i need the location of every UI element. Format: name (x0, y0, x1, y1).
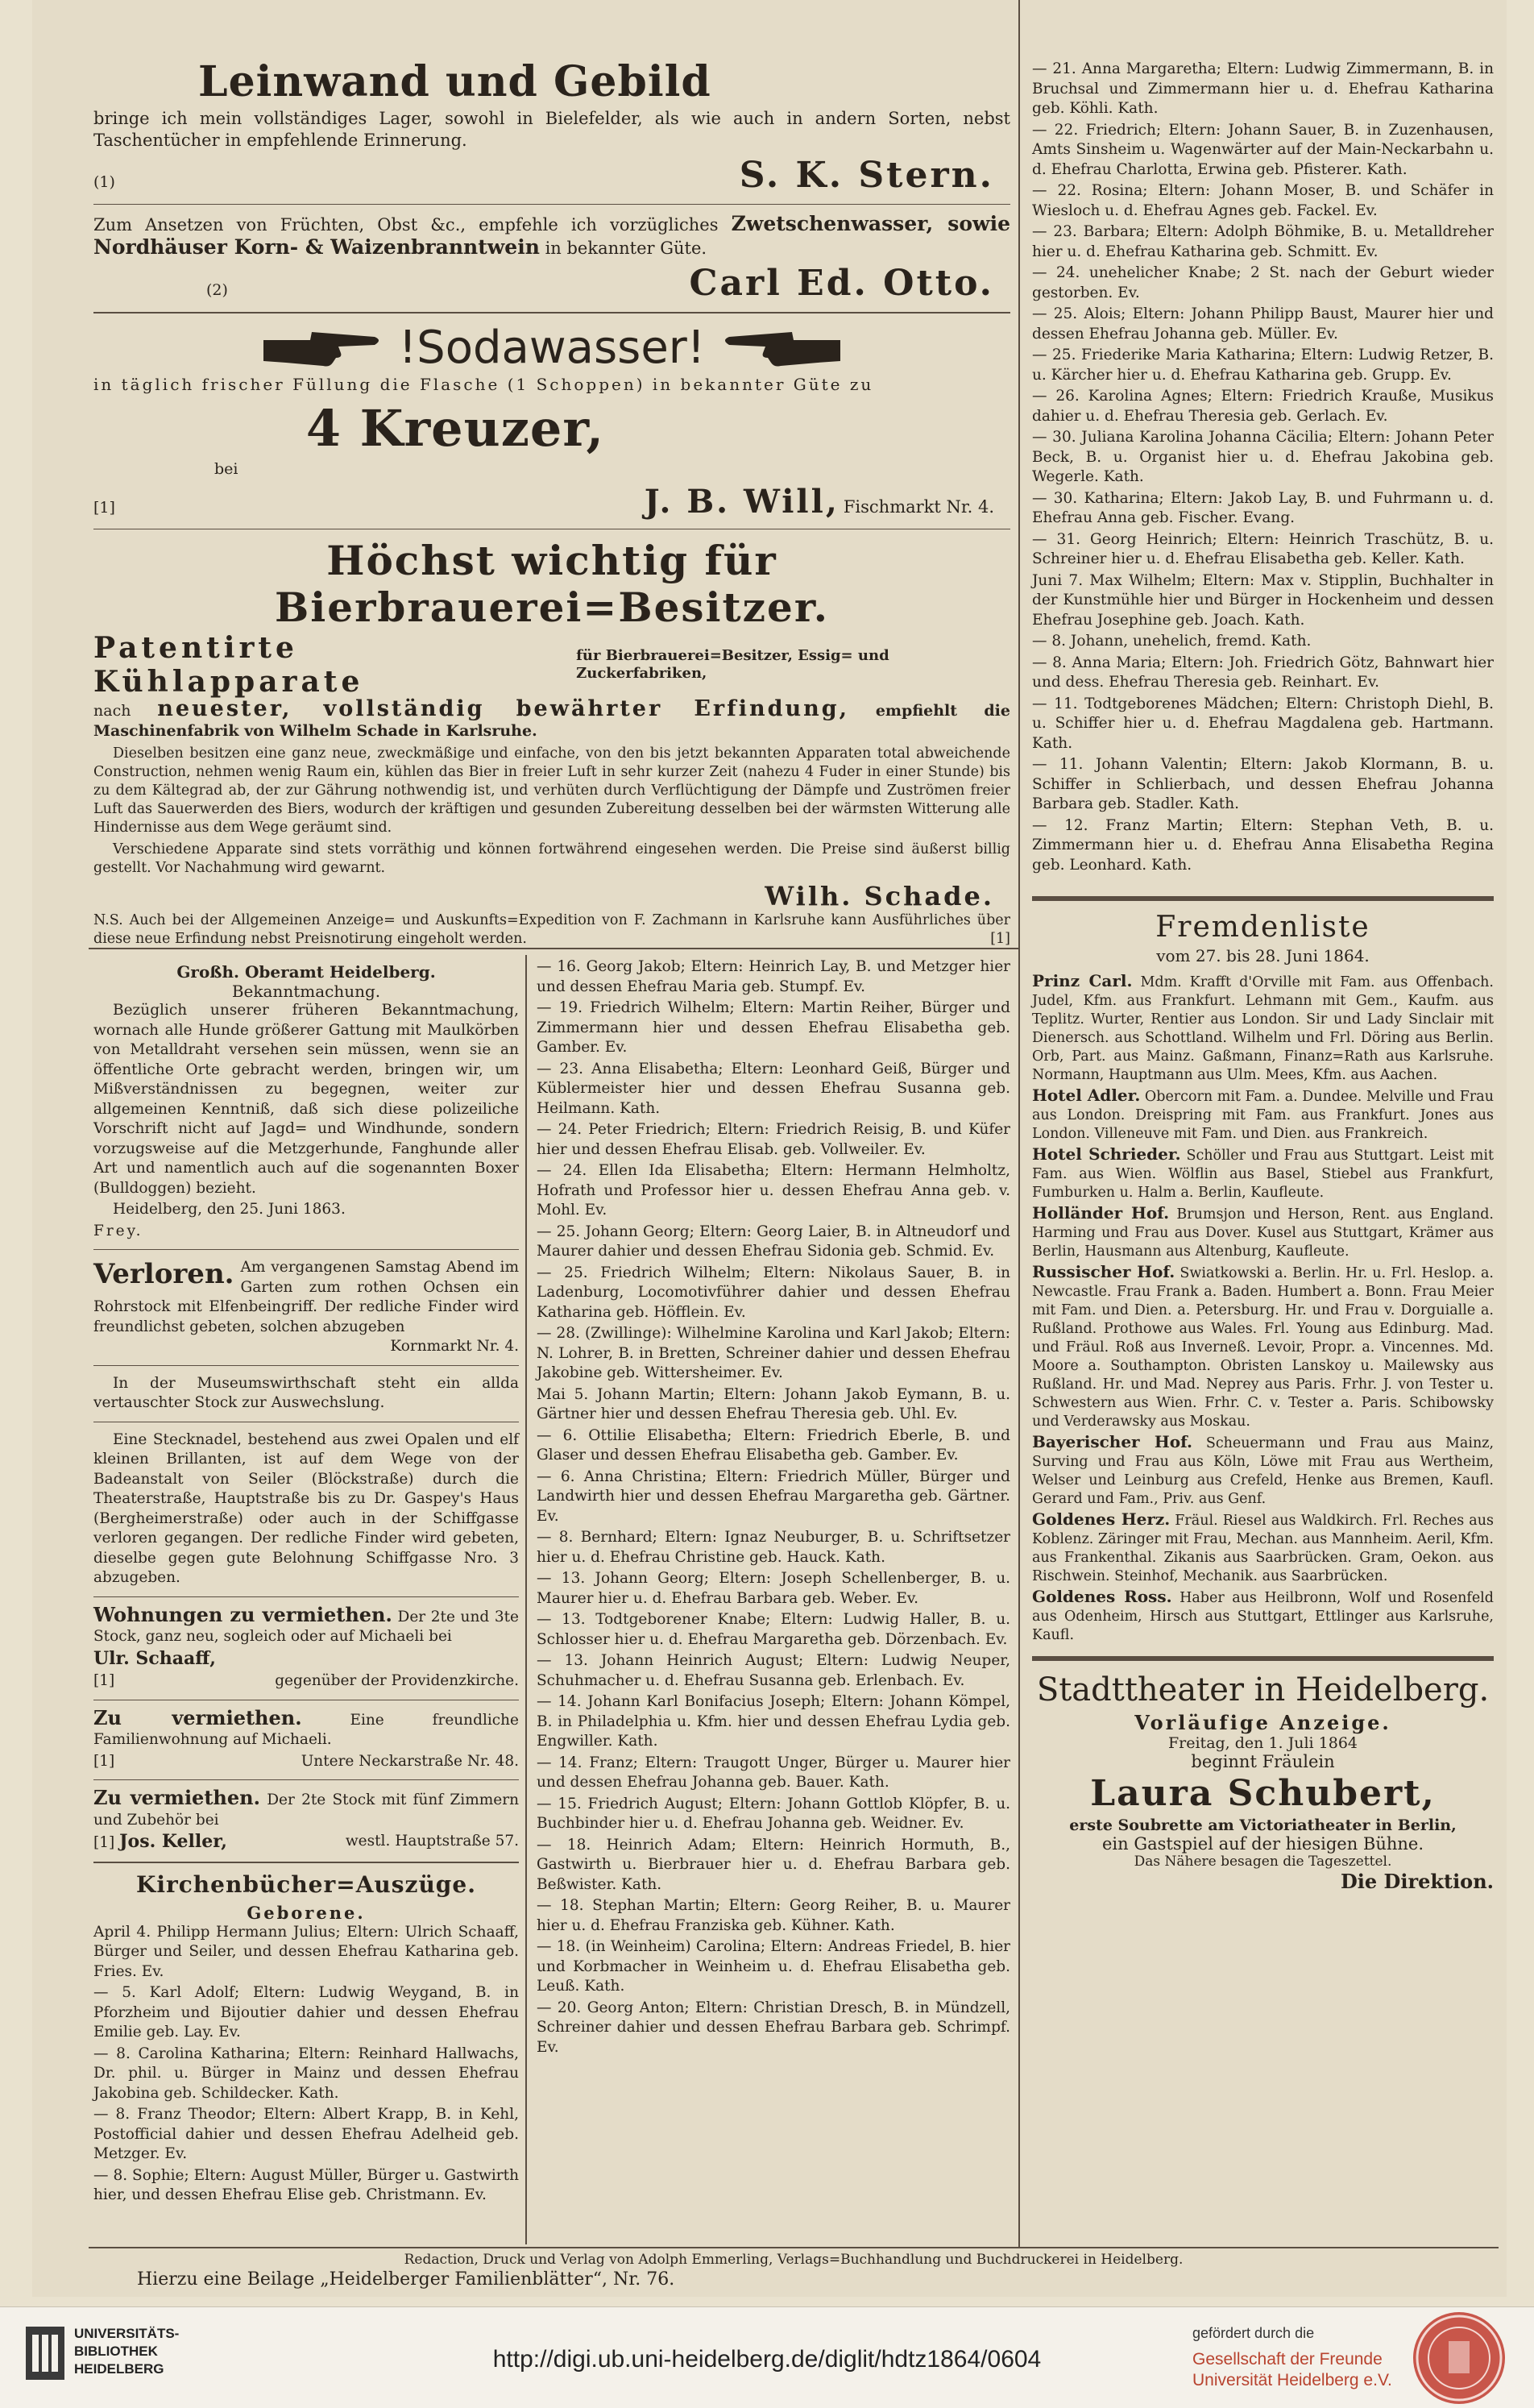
leinwand-signature: S. K. Stern. (739, 155, 994, 196)
amt-date: Heidelberg, den 25. Juni 1863. (113, 1201, 346, 1218)
kirchen-title: Kirchenbücher=Auszüge. (136, 1870, 476, 1898)
list-item: — 13. Johann Georg; Eltern: Joseph Schellenberger, B. u. Maurer hier u. d. Ehefrau Barbara geb. Weber. Ev. (537, 1570, 1010, 1607)
hotel-name: Holländer Hof. (1032, 1203, 1170, 1223)
list-item: — 8. Anna Maria; Eltern: Joh. Friedrich Götz, Bahnwart hier und dess. Ehefrau Theresia geb. Reinhart. Ev. (1032, 654, 1494, 691)
wohn-text: Der 2te und 3te Stock, ganz neu, sogleich oder auf Michaeli bei (93, 1608, 520, 1645)
hotel-guests: Obercorn mit Fam. a. Dundee. Melville und Frau aus London. Dreispring mit Fam. aus Frankfurt. Jones aus London. Villeneuve mit Fam. und Dien. aus Frankreich. (1032, 1089, 1494, 1142)
list-item: — 6. Anna Christina; Eltern: Friedrich Müller, Bürger und Landwirth hier und dessen Ehefrau Margaretha geb. Gärtner. Ev. (537, 1468, 1010, 1525)
hotel-name: Goldenes Herz. (1032, 1509, 1171, 1529)
list-item: — 25. Johann Georg; Eltern: Georg Laier, B. in Altneudorf und Maurer dahier und dessen Ehefrau Sidonia geb. Schmid. Ev. (537, 1223, 1010, 1260)
divider (93, 204, 1010, 205)
amt-signature: Frey. (93, 1222, 143, 1239)
list-item: — 23. Anna Elisabetha; Eltern: Leonhard Geiß, Bürger und Küblermeister hier und dessen Ehefrau Susanna geb. Heilmann. Kath. (537, 1060, 1010, 1117)
hotel-name: Russischer Hof. (1032, 1262, 1175, 1281)
bier-signature: Wilh. Schade. (765, 881, 994, 911)
divider (93, 1862, 519, 1863)
verloren-address: Kornmarkt Nr. 4. (390, 1338, 519, 1355)
amt-text: Bezüglich unserer früheren Bekanntmachung, wornach alle Hunde größerer Gattung mit Maulkörben von Metalldraht versehen sein müssen, wenn sie an öffentliche Orte gebracht werden, bringen wir, um Mißverständnissen zu begegnen, weiter zur allgemeinen Kenntniß, daß sich diese polizeiliche Vorschrift nicht auf Jagd= und Windhunde, sondern vorzugsweise auf die Metzgerhunde, Fanghunde aller Art und namentlich auch auf die sogenannten Boxer (Bulldoggen) bezieht. (93, 1002, 519, 1197)
divider (93, 1249, 519, 1250)
hotel-name: Goldenes Ross. (1032, 1587, 1172, 1606)
bier-title: Höchst wichtig für Bierbrauerei=Besitzer. (275, 537, 829, 631)
soda-address: Fischmarkt Nr. 4. (843, 497, 994, 517)
hotel-name: Prinz Carl. (1032, 971, 1133, 990)
source-url[interactable]: http://digi.ub.uni-heidelberg.de/diglit/hdtz1864/0604 (492, 2346, 1042, 2373)
list-item: — 25. Friederike Maria Katharina; Eltern: Ludwig Retzer, B. u. Kärcher hier u. d. Ehefrau Katharina geb. Grupp. Ev. (1032, 347, 1494, 384)
list-item: — 11. Johann Valentin; Eltern: Jakob Klormann, B. u. Schiffer in Schlierbach, und dessen Ehefrau Johanna Barbara geb. Stadler. Kath. (1032, 756, 1494, 812)
list-item: Juni 7. Max Wilhelm; Eltern: Max v. Stipplin, Buchhalter in der Kunstmühle hier und Bürger in Hockenheim und dessen Ehefrau Josephine geb. Joach. Kath. (1032, 571, 1494, 629)
otto-text (93, 213, 1010, 259)
soda-text: in täglich frischer Füllung die Flasche (1 Schoppen) in bekannter Güte zu (93, 375, 874, 394)
bier-subtitle-2b: empfiehlt die Maschinenfabrik von Wilhelm Schade in Karlsruhe. (93, 702, 1010, 740)
bier-subtitle-2: neuester, vollständig bewährter Erfindung, (157, 696, 850, 721)
list-item: — 12. Franz Martin; Eltern: Stephan Veth, B. u. Zimmermann hier u. d. Ehefrau Anna Elisabetha Regina geb. Leonhard. Kath. (1032, 816, 1494, 874)
geborene-heading: Geborene. (247, 1902, 366, 1923)
list-item: — 26. Karolina Agnes; Eltern: Friedrich Krauße, Musikus dahier u. d. Ehefrau Theresia geb. Gerlach. Ev. (1032, 388, 1494, 425)
column-rule-middle (525, 955, 527, 2244)
list-item: — 30. Juliana Karolina Johanna Cäcilia; Eltern: Johann Peter Beck, B. u. Organist hier u. d. Ehefrau Jakobina geb. Wegerle. Kath. (1032, 429, 1494, 485)
nadel-text: Eine Stecknadel, bestehend aus zwei Opalen und elf kleinen Brillanten, ist auf dem Wege von der Badeanstalt von Seiler (Blöckstraße) durch die Theaterstraße, Hauptstraße bis zu Dr. Gaspey's Haus (Bergheimerstraße) oder auch in der Schiffgasse verloren gegangen. Der redliche Finder wird gebeten, dieselbe gegen gute Belohnung Schiffgasse Nro. 3 abzugeben. (93, 1430, 519, 1586)
hotel-list (1032, 972, 1494, 1645)
leinwand-number: (1) (93, 173, 115, 191)
leinwand-title: Leinwand und Gebild (198, 57, 711, 106)
bier-number: [1] (990, 931, 1010, 947)
list-item: — 8. Carolina Katharina; Eltern: Reinhard Hallwachs, Dr. phil. u. Bürger in Mainz und dessen Ehefrau Jakobina geb. Schildecker. Kath. (93, 2045, 519, 2102)
soda-number: [1] (93, 499, 115, 517)
middle-column (532, 951, 1015, 2240)
list-item: — 20. Georg Anton; Eltern: Christian Dresch, B. in Mündzell, Schreiner dahier und dessen Ehefrau Barbara geb. Schrimpf. Ev. (537, 1999, 1010, 2056)
column-rule-right (1018, 0, 1020, 2248)
leinwand-text: bringe ich mein vollständiges Lager, sowohl in Bielefelder, als wie auch in andern Sorten, nebst Taschentücher in empfehlende Erinnerung. (93, 109, 1010, 150)
list-item: — 18. Heinrich Adam; Eltern: Heinrich Hormuth, B., Gastwirth u. Bierbrauer hier u. d. Ehefrau Barbara geb. Beßwister. Kath. (537, 1836, 1010, 1893)
verm2-address: westl. Hauptstraße 57. (345, 1833, 519, 1850)
verm2-number: [1] (93, 1834, 115, 1851)
divider (1032, 896, 1494, 901)
divider (93, 1779, 519, 1780)
list-item: — 11. Todtgeborenes Mädchen; Eltern: Christoph Diehl, B. u. Schiffer hier u. d. Ehefrau Magdalena geb. Hartmann. Kath. (1032, 695, 1494, 752)
soda-signature: J. B. Will, (644, 483, 840, 521)
list-item: — 24. Peter Friedrich; Eltern: Friedrich Reisig, B. und Küfer hier und dessen Ehefrau Elisab. geb. Vollweiler. Ev. (537, 1121, 1010, 1158)
list-item: — 5. Karl Adolf; Eltern: Ludwig Weygand, B. in Pforzheim und Bijoutier dahier und dessen Ehefrau Emilie geb. Lay. Ev. (93, 1984, 519, 2041)
verm1-number: [1] (93, 1752, 115, 1770)
list-item: — 21. Anna Margaretha; Eltern: Ludwig Zimmermann, B. in Bruchsal und Zimmermann hier u. d. Ehefrau Katharina geb. Köhli. Kath. (1032, 60, 1494, 117)
divider (93, 312, 1010, 313)
list-item: — 24. unehelicher Knabe; 2 St. nach der Geburt wieder gestorben. Ev. (1032, 264, 1494, 301)
list-item: — 18. Stephan Martin; Eltern: Georg Reiher, B. u. Maurer hier u. d. Ehefrau Franziska geb. Kühner. Kath. (537, 1897, 1010, 1934)
divider (89, 2247, 1499, 2248)
bier-nach: nach (93, 702, 131, 720)
soda-price: 4 Kreuzer, (305, 399, 605, 458)
verm1-text: Eine freundliche Familienwohnung auf Michaeli. (93, 1711, 519, 1748)
list-item: — 19. Friedrich Wilhelm; Eltern: Martin Reiher, Bürger und Zimmermann hier und dessen Ehefrau Elisabetha geb. Gamber. Ev. (537, 999, 1010, 1056)
list-item: — 24. Ellen Ida Elisabetha; Eltern: Hermann Helmholtz, Hofrath und Professor hier u. dessen Ehefrau Anna geb. v. Mohl. Ev. (537, 1162, 1010, 1219)
otto-text-2: in bekannter Güte. (545, 239, 707, 258)
births-list (93, 1923, 519, 2206)
otto-text-bold: Zwetschenwasser, sowie Nordhäuser Korn- & Waizenbranntwein (93, 212, 1010, 259)
theater-signature: Die Direktion. (1340, 1870, 1494, 1893)
society-name-line-1: Gesellschaft der Freunde (1192, 2350, 1383, 2369)
theater-title: Stadttheater in Heidelberg. (1036, 1671, 1490, 1708)
hotel-name: Hotel Adler. (1032, 1086, 1141, 1105)
bier-subtitle: Patentirte Kühlapparate (93, 631, 364, 699)
list-item: — 8. Bernhard; Eltern: Ignaz Neuburger, B. u. Schriftsetzer hier u. d. Ehefrau Christine geb. Hauck. Kath. (537, 1529, 1010, 1566)
bier-nb (93, 911, 1010, 949)
amt-title: Großh. Oberamt Heidelberg. (176, 962, 436, 982)
theater-text-2: ein Gastspiel auf der hiesigen Bühne. (1101, 1834, 1424, 1854)
list-item: — 25. Alois; Eltern: Johann Philipp Baust, Maurer hier und dessen Ehefrau Johanna geb. Müller. Ev. (1032, 305, 1494, 343)
hotel-guests: Scheuermann und Frau aus Mainz, Surving und Frau aus Köln, Löwe mit Frau aus Wertheim, Welser und Leinburg aus Crefeld, Henke aus Bremen, Kaufl. Gerard und Fam., Priv. aus Genf. (1032, 1435, 1495, 1507)
list-item: Mai 5. Johann Martin; Eltern: Johann Jakob Eymann, B. u. Gärtner hier und dessen Ehefrau Theresia geb. Uhl. Ev. (537, 1385, 1010, 1422)
society-name-line-2: Universität Heidelberg e.V. (1192, 2371, 1392, 2389)
wohn-title: Wohnungen zu vermiethen. (93, 1602, 392, 1626)
library-name-line-2: BIBLIOTHEK (74, 2344, 158, 2359)
university-seal-icon (1413, 2312, 1505, 2404)
hotel-name: Hotel Schrieder. (1032, 1144, 1181, 1164)
verm2-signature: Jos. Keller, (119, 1831, 227, 1852)
pointing-hand-right-icon (262, 326, 383, 371)
list-item: — 14. Johann Karl Bonifacius Joseph; Eltern: Johann Kömpel, B. in Philadelphia u. Kfm. hier und dessen Ehefrau Lydia geb. Engwiller. Kath. (537, 1693, 1010, 1750)
divider-top (89, 948, 1018, 949)
library-name-line-3: HEIDELBERG (74, 2361, 164, 2377)
list-item: — 6. Ottilie Elisabetha; Eltern: Friedrich Eberle, B. und Glaser und dessen Ehefrau Elisabetha geb. Gamber. Ev. (537, 1426, 1010, 1463)
divider (93, 1365, 519, 1366)
verloren-title: Verloren. (93, 1258, 234, 1290)
list-item: — 28. (Zwillinge): Wilhelmine Karolina und Karl Jakob; Eltern: N. Lohrer, B. in Bretten, Schreiner dahier und dessen Ehefrau Jakobine geb. Wittersheimer. Ev. (537, 1325, 1010, 1381)
otto-text-1: Zum Ansetzen von Früchten, Obst &c., empfehle ich vorzügliches (93, 215, 719, 235)
list-item: — 8. Franz Theodor; Eltern: Albert Krapp, B. in Kehl, Postofficial dahier und dessen Ehefrau Adelheid geb. Metzger. Ev. (93, 2106, 519, 2162)
soda-title: !Sodawasser! (398, 322, 706, 374)
list-item: — 13. Johann Heinrich August; Eltern: Ludwig Neuper, Schuhmacher u. d. Ehefrau Susanna geb. Erlenbach. Ev. (537, 1652, 1010, 1689)
divider (1032, 1656, 1494, 1661)
theater-subtitle: Vorläufige Anzeige. (1134, 1711, 1391, 1734)
list-item: — 15. Friedrich August; Eltern: Johann Gottlob Klöpfer, B. u. Buchbinder hier u. d. Ehefrau Johanna geb. Weidner. Ev. (537, 1795, 1010, 1832)
otto-signature: Carl Ed. Otto. (689, 263, 994, 304)
list-item: — 14. Franz; Eltern: Traugott Unger, Bürger u. Maurer hier und dessen Ehefrau Johanna geb. Bauer. Kath. (537, 1754, 1010, 1791)
soda-bei: bei (214, 460, 238, 478)
divider (93, 1596, 519, 1597)
theater-performer: Laura Schubert, (1090, 1773, 1436, 1814)
hotel-guests: Mdm. Krafft d'Orville mit Fam. aus Offenbach. Judel, Kfm. aus Frankfurt. Lehmann mit Gem., Kaufm. aus Teplitz. Wurter, Rentier aus London. Sir und Lady Sinclair mit Dienersch. aus Schottland. Wilhelm und Frl. Döring aus Berlin. Orb, Part. aus Mainz. Gaßmann, Finanz=Rath aus Karlsruhe. Normann, Hauptmann aus Ulm. Mees, Kfm. aus Aachen. (1032, 974, 1494, 1083)
list-item: — 16. Georg Jakob; Eltern: Heinrich Lay, B. und Metzger hier und dessen Ehefrau Maria geb. Stumpf. Ev. (537, 958, 1010, 995)
bier-nb-text: N.S. Auch bei der Allgemeinen Anzeige= und Auskunfts=Expedition von F. Zachmann in Karlsruhe kann Ausführliches über diese neue Erfindung nebst Preisnotirung eingeholt werden. (93, 912, 1010, 947)
theater-date: Freitag, den 1. Juli 1864 (1167, 1734, 1358, 1752)
fremden-date: vom 27. bis 28. Juni 1864. (1156, 946, 1370, 965)
list-item: — 18. (in Weinheim) Carolina; Eltern: Andreas Friedel, B. hier und Korbmacher in Weinheim u. d. Ehefrau Elisabetha geb. Leuß. Kath. (537, 1938, 1010, 1995)
list-item: — 8. Sophie; Eltern: August Müller, Bürger u. Gastwirth hier, und dessen Ehefrau Elise geb. Christmann. Ev. (93, 2166, 519, 2203)
verloren-text: Am vergangenen Samstag Abend im Garten zum rothen Ochsen ein Rohrstock mit Elfenbeingriff. Der redliche Finder wird freundlichst gebeten, solchen abzugeben (93, 1259, 519, 1335)
wohn-signature: Ulr. Schaaff, (93, 1647, 216, 1669)
hotel-guests: Brumsjon und Herson, Rent. aus England. Harming und Frau aus Dover. Kusel aus Stuttgart, Krämer aus Berlin, Hausmann aus Altenburg, Kaufleute. (1032, 1206, 1494, 1260)
list-item: — 22. Friedrich; Eltern: Johann Sauer, B. in Zuzenhausen, Amts Sinsheim u. Wagenwärter auf der Main-Neckarbahn u. d. Ehefrau Charlotta, Erwina geb. Pfisterer. Kath. (1032, 121, 1494, 178)
imprint: Redaction, Druck und Verlag von Adolph Emmerling, Verlags=Buchhandlung und Buchdruckerei in Heidelberg. (404, 2252, 1184, 2268)
theater-text-1: erste Soubrette am Victoriatheater in Berlin, (1069, 1816, 1457, 1834)
list-item: — 23. Barbara; Eltern: Adolph Böhmike, B. u. Metalldreher hier u. d. Ehefrau Katharina geb. Schmitt. Ev. (1032, 223, 1494, 260)
footer-bar (0, 2306, 1534, 2408)
imprint-area (89, 2247, 1499, 2290)
list-item: — 13. Todtgeborener Knabe; Eltern: Ludwig Haller, B. u. Schlosser hier u. d. Ehefrau Margaretha geb. Dörzenbach. Ev. (537, 1611, 1010, 1648)
theater-begin: beginnt Fräulein (1191, 1752, 1335, 1771)
amt-subtitle: Bekanntmachung. (231, 982, 381, 1001)
verm1-title: Zu vermiethen. (93, 1705, 302, 1729)
society-name (1192, 2349, 1392, 2391)
wohn-number: [1] (93, 1672, 115, 1689)
hotel-guests: Fräul. Riesel aus Waldkirch. Frl. Reches aus Koblenz. Zäringer mit Frau, Mechan. aus Mannheim. Aeril, Kfm. aus Frankenthal. Zikanis aus Saarbrücken. Gram, Oekon. aus Rischwein. Steinhof, Mechanik. aus Saarbrücken. (1032, 1513, 1494, 1584)
funded-by: gefördert durch die (1192, 2325, 1315, 2341)
verm1-address: Untere Neckarstraße Nr. 48. (301, 1752, 519, 1770)
right-column (1027, 0, 1499, 2248)
theater-text-3: Das Nähere besagen die Tageszettel. (1134, 1854, 1392, 1870)
list-item: — 30. Katharina; Eltern: Jakob Lay, B. und Fuhrmann u. d. Ehefrau Anna geb. Fischer. Evang. (1032, 489, 1494, 526)
hotel-guests: Schöller und Frau aus Stuttgart. Leist mit Fam. aus Wien. Wölflin aus Basel, Stiebel aus Frankfurt, Fumburken u. Halm a. Berlin, Kaufleute. (1032, 1148, 1494, 1201)
museum-text: In der Museumswirthschaft steht ein allda vertauschter Stock zur Auswechslung. (93, 1374, 519, 1411)
beilage: Hierzu eine Beilage „Heidelberger Familienblätter“, Nr. 76. (137, 2269, 675, 2290)
left-column (89, 951, 524, 2240)
hotel-guests: Haber aus Heilbronn, Wolf und Rosenfeld aus Odenheim, Hirsch aus Stuttgart, Ettlinger aus Karlsruhe, Kaufl. (1032, 1590, 1494, 1643)
verm2-title: Zu vermiethen. (93, 1786, 260, 1809)
list-item: — 22. Rosina; Eltern: Johann Moser, B. und Schäfer in Wiesloch u. d. Ehefrau Agnes geb. Fackel. Ev. (1032, 182, 1494, 219)
list-item: April 4. Philipp Hermann Julius; Eltern: Ulrich Schaaff, Bürger und Seiler, und dessen Ehefrau Katharina geb. Fries. Ev. (93, 1923, 519, 1980)
bier-subtitle-for: für Bierbrauerei=Besitzer, Essig= und Zuckerfabriken, (576, 647, 889, 682)
list-item: — 31. Georg Heinrich; Eltern: Heinrich Traschütz, B. u. Schreiner hier u. d. Ehefrau Elisabetha geb. Keller. Kath. (1032, 530, 1494, 567)
otto-number: (2) (206, 281, 228, 299)
library-name-line-1: UNIVERSITÄTS- (74, 2326, 180, 2341)
bier-paragraph-2: Verschiedene Apparate sind stets vorräthig und können fortwährend eingesehen werden. Die Preise sind äußerst billig gestellt. Vor Nachahmung wird gewarnt. (93, 841, 1010, 876)
top-advertisements (89, 0, 1015, 951)
wohn-address: gegenüber der Providenzkirche. (275, 1672, 519, 1689)
hotel-guests: Swiatkowski a. Berlin. Hr. u. Frl. Heslop. a. Newcastle. Frau Frank a. Baden. Humbert a. Bonn. Frau Meier mit Fam. und Dien. a. Petersburg. Hr. und Frau v. Dorguialle a. Rußland. Prothowe aus Wales. Frl. Young aus Edinburg. Mad. und Fräul. Roß aus Inverneß. Levoir, Propr. a. Vincennes. Md. Moore a. Southampton. Obristen Lanskoy u. Mailewsky aus Rußland. Hr. und Mad. Neprey aus Paris. Frhr. J. von Tester u. Schwestern aus Wien. Frhr. C. v. Tester a. Paris. Schibowsky und Verderawsky aus Moskau. (1032, 1265, 1494, 1430)
list-item: — 8. Johann, unehelich, fremd. Kath. (1032, 633, 1312, 650)
pointing-hand-left-icon (721, 326, 842, 371)
list-item: — 25. Friedrich Wilhelm; Eltern: Nikolaus Sauer, B. in Ladenburg, Locomotivführer dahier und dessen Ehefrau Katharina geb. Höfflein. Ev. (537, 1264, 1010, 1321)
bier-paragraph-1: Dieselben besitzen eine ganz neue, zweckmäßige und einfache, von den bis jetzt bekannten Apparaten total abweichende Construction, nehmen wenig Raum ein, kühlen das Bier in freier Luft in sehr kurzer Zeit (nahezu 4 Fuder in einer Stunde) bis zu dem Kältegrad ab, der zur Gährung nothwendig ist, und verhüten durch Verflüchtigung der Dämpfe und Zuströmen freier Luft das Sauerwerden des Biers, wodurch der kräftigen und gesunden Zubereitung desselben bei der wärmsten Witterung alle Hindernisse aus dem Wege geräumt sind. (93, 745, 1010, 836)
fremden-title: Fremdenliste (1155, 911, 1370, 944)
hotel-name: Bayerischer Hof. (1032, 1432, 1192, 1451)
newspaper-page (32, 0, 1507, 2297)
verm2-text: Der 2te Stock mit fünf Zimmern und Zubehör bei (93, 1791, 519, 1829)
